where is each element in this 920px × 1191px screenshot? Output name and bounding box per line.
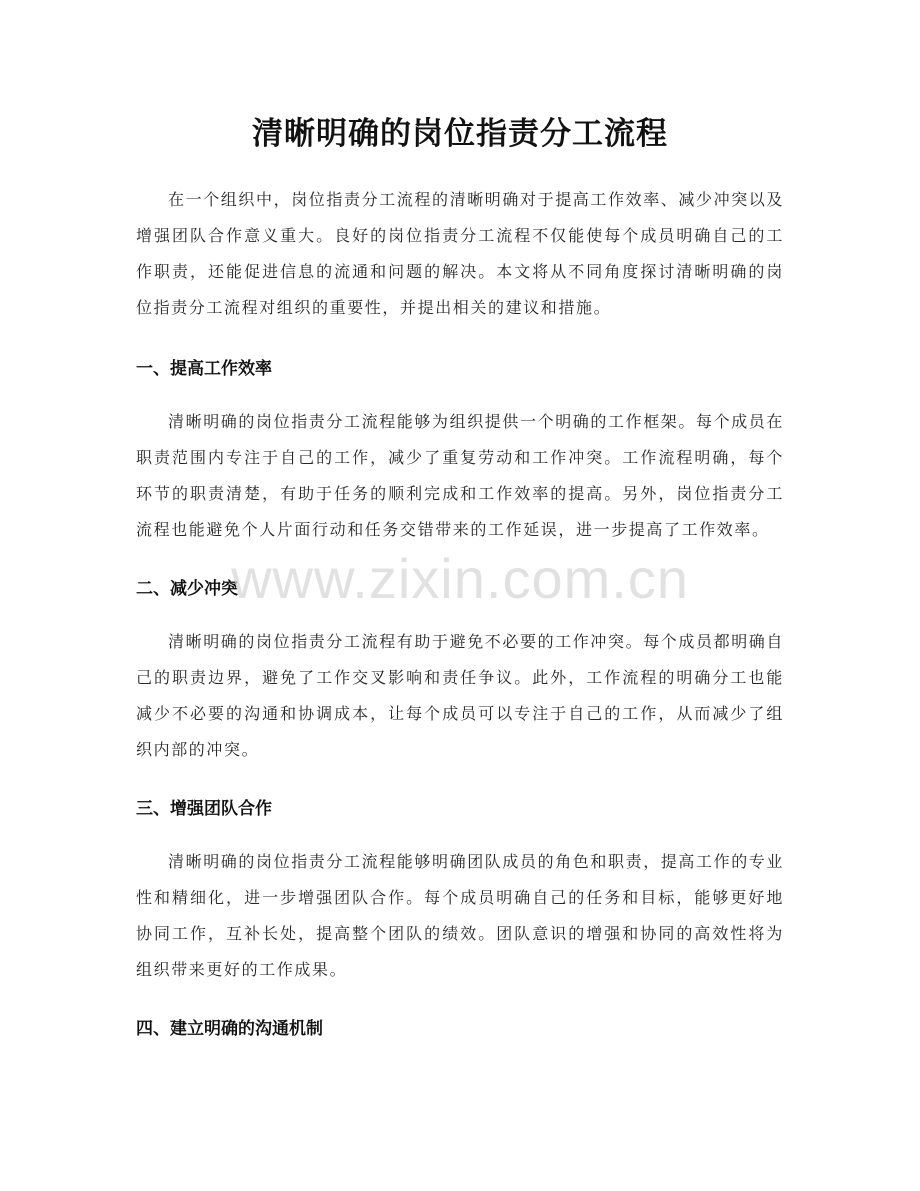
section-paragraph-3: 清晰明确的岗位指责分工流程能够明确团队成员的角色和职责，提高工作的专业性和精细化，进一步增强团队合作。每个成员明确自己的任务和目标，能够更好地协同工作，互补长处，提高整个团队的绩效。团队意识的增强和协同的高效性将为组织带来更好的工作成果。 [136, 852, 785, 979]
document-body [136, 182, 784, 1044]
section-heading-2: 二、减少冲突 [136, 579, 238, 599]
watermark: www.zixin.com.cn [231, 547, 689, 610]
intro-paragraph: 在一个组织中，岗位指责分工流程的清晰明确对于提高工作效率、减少冲突以及增强团队合作意义重大。良好的岗位指责分工流程不仅能使每个成员明确自己的工作职责，还能促进信息的流通和问题的解决。本文将从不同角度探讨清晰明确的岗位指责分工流程对组织的重要性，并提出相关的建议和措施。 [136, 190, 785, 317]
document-title: 清晰明确的岗位指责分工流程 [252, 116, 668, 152]
section-heading-4: 四、建立明确的沟通机制 [136, 1019, 323, 1039]
section-paragraph-1: 清晰明确的岗位指责分工流程能够为组织提供一个明确的工作框架。每个成员在职责范围内专注于自己的工作，减少了重复劳动和工作冲突。工作流程明确，每个环节的职责清楚，有助于任务的顺利完成和工作效率的提高。另外，岗位指责分工流程也能避免个人片面行动和任务交错带来的工作延误，进一步提高了工作效率。 [136, 412, 785, 539]
section-paragraph-2: 清晰明确的岗位指责分工流程有助于避免不必要的工作冲突。每个成员都明确自己的职责边界，避免了工作交叉影响和责任争议。此外，工作流程的明确分工也能减少不必要的沟通和协调成本，让每个成员可以专注于自己的工作，从而减少了组织内部的冲突。 [136, 632, 785, 759]
section-heading-1: 一、提高工作效率 [136, 359, 272, 379]
section-heading-3: 三、增强团队合作 [136, 799, 272, 819]
